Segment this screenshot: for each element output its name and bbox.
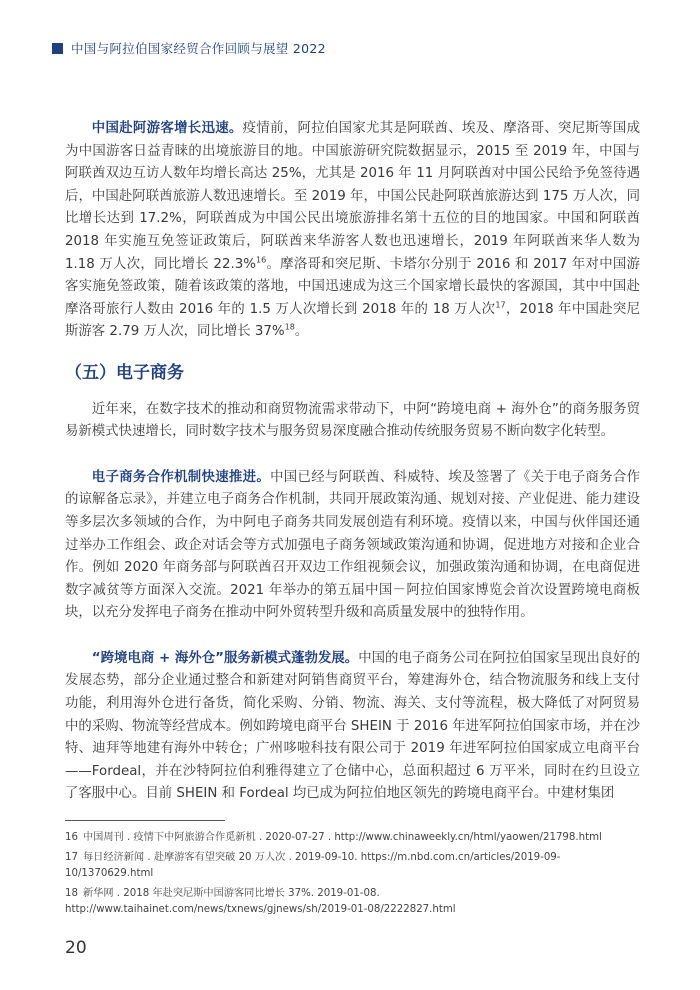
page-number: 20 — [65, 938, 87, 958]
footnote-text: 中国周刊 . 疫情下中阿旅游合作觅新机 . 2020-07-27 . http://www.chinaweekly.cn/html/yaowen/21798.html — [83, 832, 602, 843]
paragraph-text: 近年来，在数字技术的推动和商贸物流需求带动下，中阿“跨境电商 + 海外仓”的商务服务贸易新模式快速增长，同时数字技术与服务贸易深度融合推动传统服务贸易不断向数字化转型。 — [65, 401, 640, 440]
body-content — [65, 118, 640, 806]
running-header — [52, 38, 326, 58]
paragraph-lead-crossborder: “跨境电商 + 海外仓”服务新模式蓬勃发展。 — [91, 650, 359, 666]
paragraph-lead-tourism: 中国赴阿游客增长迅速。 — [91, 121, 243, 136]
paragraph-text: 。 — [294, 324, 309, 340]
footnote-ref[interactable]: 16 — [255, 255, 267, 265]
header-title: 中国与阿拉伯国家经贸合作回顾与展望 2022 — [71, 41, 326, 56]
footnote-text: 新华网 . 2018 年赴突尼斯中国游客同比增长 37%. 2019-01-08. http://www.taihainet.com/news/txnews/gjnews/sh/2019-01-08/2222827.html — [65, 888, 456, 915]
section-heading-ecommerce: （五）电子商务 — [65, 362, 184, 383]
footnote-ref[interactable]: 17 — [495, 300, 506, 310]
paragraph-text: 。摩洛哥和突尼斯、卡塔尔分别于 2016 和 2017 年对中国游客实施免签政策，随着该政策的落地，中国迅速成为这三个国家增长最快的客源国，其中中国赴摩洛哥旅行人数由 2016 年的 1.5 万人次增长到 2018 年的 18 万人次 — [65, 256, 640, 317]
header-square-marker — [52, 43, 63, 54]
paragraph-text: 疫情前，阿拉伯国家尤其是阿联酋、埃及、摩洛哥、突尼斯等国成为中国游客日益青睐的出境旅游目的地。中国旅游研究院数据显示，2015 至 2019 年，中国与阿联酋双边互访人数年均增长高达 25%，尤其是 2016 年 11 月阿联酋对中国公民给予免签待遇后，中国赴阿联酋旅游人数迅速增长。至 2019 年，中国公民赴阿联酋旅游达到 175 万人次，同比增长达到 17.2%，阿联酋成为中国公民出境旅游排名第十五位的目的地国家。中国和阿联酋 2018 年实施互免签证政策后，阿联酋来华游客人数也迅速增长，2019 年阿联酋来华人数为 1.18 万人次，同比增长 22.3% — [65, 121, 640, 272]
footnote-divider — [65, 820, 225, 821]
footnote-ref[interactable]: 18 — [284, 322, 295, 332]
footnote — [65, 850, 625, 882]
paragraph-text: ，2018 年中国赴突尼斯游客 2.79 万人次，同比增长 37% — [65, 301, 640, 340]
paragraph-text: 中国已经与阿联酋、科威特、埃及签署了《关于电子商务合作的谅解备忘录》，并建立电子商务合作机制，共同开展政策沟通、规划对接、产业促进、能力建设等多层次多领域的合作，为中阿电子商务共同发展创造有利环境。疫情以来，中国与伙伴国还通过举办工作组会、政企对话会等方式加强电子商务领域政策沟通和协调，促进地方对接和企业合作。例如 2020 年商务部与阿联酋召开双边工作组视频会议，加强政策沟通和协调，在电商促进数字减贫等方面深入交流。2021 年举办的第五届中国－阿拉伯国家博览会首次设置跨境电商板块，以充分发挥电子商务在推动中阿外贸转型升级和高质量发展中的独特作用。 — [65, 469, 641, 621]
footnote-number: 17 — [65, 852, 78, 863]
paragraph-text: 中国的电子商务公司在阿拉伯国家呈现出良好的发展态势，部分企业通过整合和新建对阿销售商贸平台，筹建海外仓，结合物流服务和线上支付功能，利用海外仓进行备货，简化采购、分销、物流、海关、支付等流程，极大降低了对阿贸易中的采购、物流等经营成本。例如跨境电商平台 SHEIN 于 2016 年进军阿拉伯国家市场，并在沙特、迪拜等地建有海外中转仓；广州哆啦科技有限公司于 2019 年进军阿拉伯国家成立电商平台——Fordeal，并在沙特阿拉伯利雅得建立了仓储中心，总面积超过 6 万平米，同时在约旦设立了客服中心。目前 SHEIN 和 Fordeal 均已成为阿拉伯地区领先的跨境电商平台。中建材集团 — [65, 650, 640, 802]
paragraph-tourism — [65, 118, 640, 344]
paragraph-ecommerce-intro — [65, 399, 640, 444]
footnote — [65, 886, 625, 918]
footnote-number: 16 — [65, 832, 78, 843]
paragraph-ecommerce-mechanism — [65, 467, 640, 625]
footnote-text: 每日经济新闻 . 赴摩游客有望突破 20 万人次 . 2019-09-10. https://m.nbd.com.cn/articles/2019-09-10/1370629.html — [65, 852, 561, 879]
paragraph-crossborder — [65, 648, 640, 806]
paragraph-lead-mechanism: 电子商务合作机制快速推进。 — [91, 469, 271, 485]
footnote-number: 18 — [65, 888, 78, 899]
footnotes — [65, 830, 625, 922]
footnote — [65, 830, 625, 846]
